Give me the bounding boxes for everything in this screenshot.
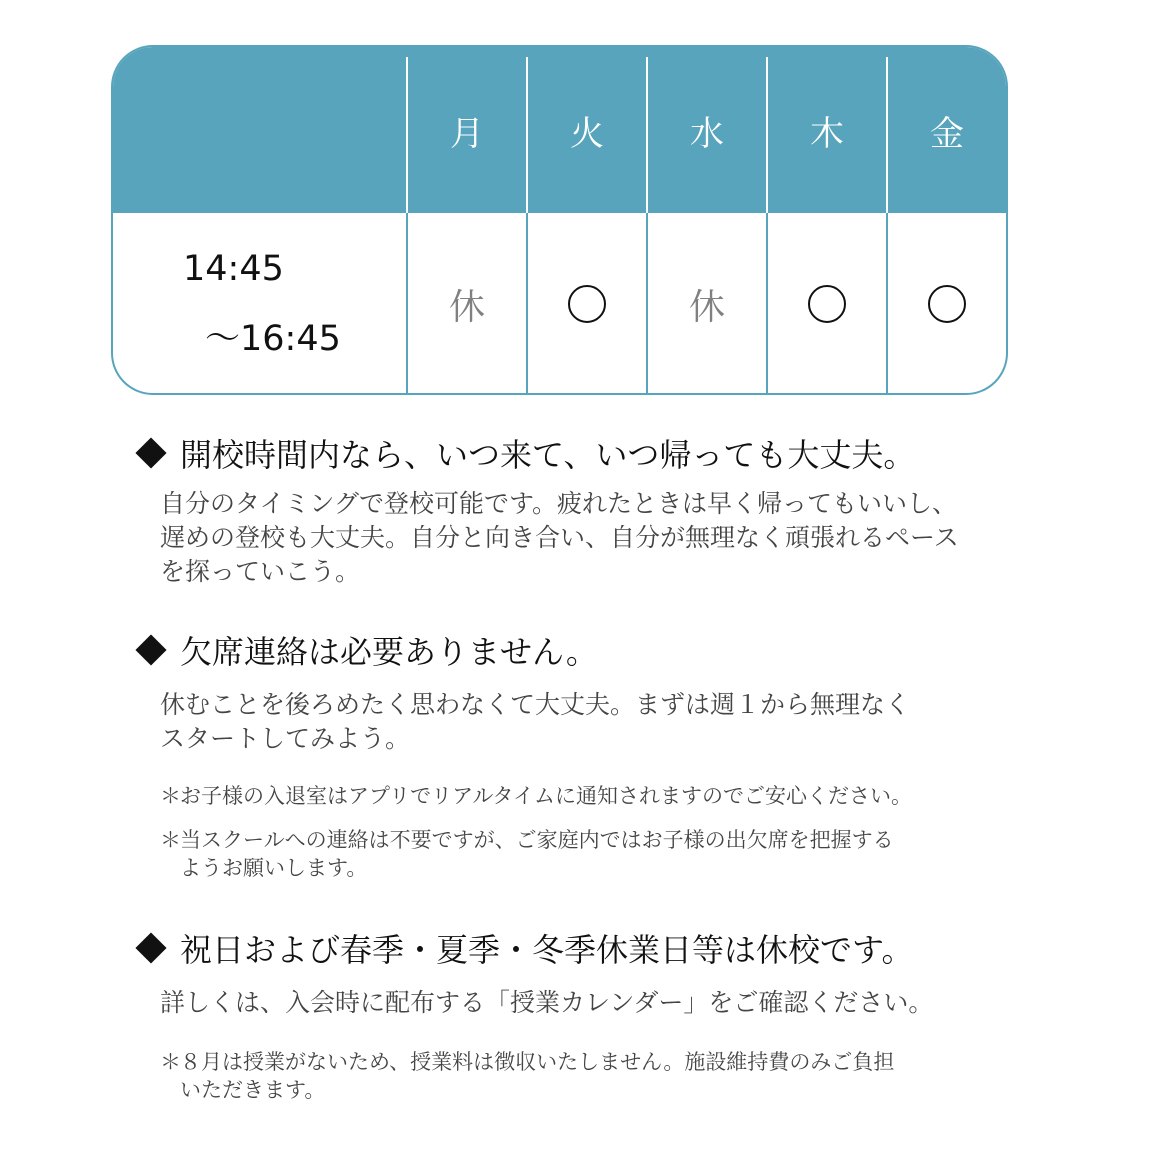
section-body-1: 自分のタイミングで登校可能です。疲れたときは早く帰ってもいいし、 遅めの登校も大丈夫。自分と向き合い、自分が無理なく頑張れるペース を探っていこう。	[160, 489, 959, 586]
open-circle-icon	[808, 285, 846, 323]
open-circle-icon	[568, 285, 606, 323]
note-app-notification: ＊お子様の入退室はアプリでリアルタイムに通知されますのでご安心ください。	[160, 784, 913, 808]
schedule-time-row	[113, 213, 1006, 395]
diamond-bullet-icon	[135, 437, 166, 468]
open-circle-icon	[928, 285, 966, 323]
schedule-header-row	[113, 47, 1006, 213]
status-cell-wed	[646, 213, 766, 395]
schedule-table	[111, 45, 1008, 395]
section-heading-2: 欠席連絡は必要ありません。	[134, 627, 598, 673]
header-day-mon: 月	[406, 57, 526, 213]
time-start: 14:45	[183, 249, 284, 289]
closed-mark: 休	[688, 286, 725, 328]
section-heading-1: 開校時間内なら、いつ来て、いつ帰っても大丈夫。	[134, 430, 915, 476]
header-day-tue: 火	[526, 57, 646, 213]
note-august-fee: ＊８月は授業がないため、授業料は徴収いたしません。施設維持費のみご負担 いただきます。	[160, 1050, 895, 1102]
status-cell-thu	[766, 213, 886, 395]
header-corner-cell	[113, 47, 406, 213]
time-end: 〜16:45	[205, 319, 341, 359]
closed-mark: 休	[448, 286, 485, 328]
section-body-2: 休むことを後ろめたく思わなくて大丈夫。まずは週１から無理なく スタートしてみよう。	[160, 690, 911, 753]
header-day-wed: 水	[646, 57, 766, 213]
diamond-bullet-icon	[135, 634, 166, 665]
status-cell-tue	[526, 213, 646, 395]
status-cell-fri	[886, 213, 1006, 395]
section-heading-3: 祝日および春季・夏季・冬季休業日等は休校です。	[134, 925, 913, 971]
status-cell-mon	[406, 213, 526, 395]
time-range-cell	[113, 213, 406, 395]
header-day-thu: 木	[766, 57, 886, 213]
diamond-bullet-icon	[135, 932, 166, 963]
note-attendance-contact: ＊当スクールへの連絡は不要ですが、ご家庭内ではお子様の出欠席を把握する ようお願いします。	[160, 828, 894, 880]
section-body-3: 詳しくは、入会時に配布する「授業カレンダー」をご確認ください。	[160, 988, 934, 1017]
header-day-fri: 金	[886, 57, 1006, 213]
